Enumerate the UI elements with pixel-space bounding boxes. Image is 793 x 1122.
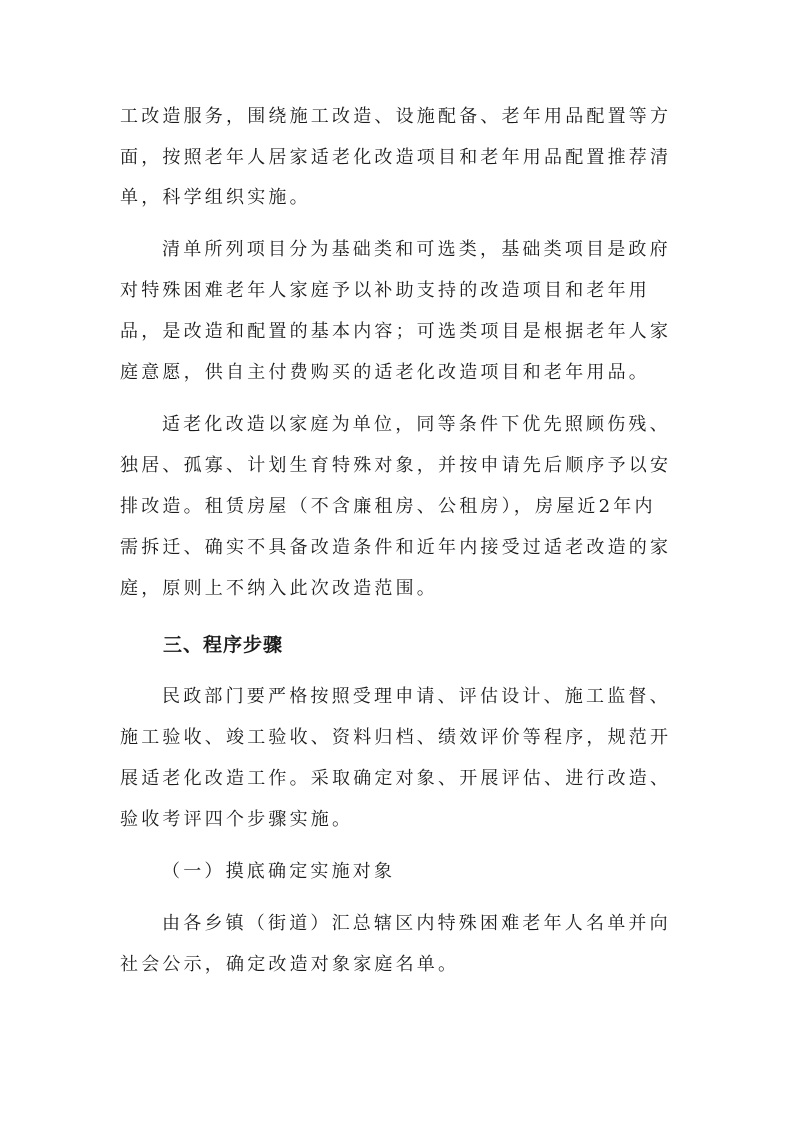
text-line: 由各乡镇（街道）汇总辖区内特殊困难老年人名单并向: [162, 913, 671, 934]
text-line: 面，按照老年人居家适老化改造项目和老年用品配置推荐清: [120, 147, 672, 168]
text-line: 工改造服务，围绕施工改造、设施配备、老年用品配置等方: [120, 106, 672, 127]
text-line: 施工验收、竣工验收、资料归档、绩效评价等程序，规范开: [120, 727, 672, 748]
text-line: 社会公示，确定改造对象家庭名单。: [120, 954, 460, 975]
text-line: 对特殊困难老年人家庭予以补助支持的改造项目和老年用: [120, 280, 650, 301]
text-line: 验收考评四个步骤实施。: [120, 809, 354, 830]
text-line: 需拆迁、确实不具备改造条件和近年内接受过适老改造的家: [120, 537, 672, 558]
text-line: 展适老化改造工作。采取确定对象、开展评估、进行改造、: [120, 768, 672, 789]
text-line: 清单所列项目分为基础类和可选类，基础类项目是政府: [162, 239, 671, 260]
text-line: 品，是改造和配置的基本内容；可选类项目是根据老年人家: [120, 321, 672, 342]
text-line: 独居、孤寡、计划生育特殊对象，并按申请先后顺序予以安: [120, 455, 672, 476]
section-heading: 三、程序步骤: [163, 634, 284, 656]
text-line: 单，科学组织实施。: [120, 187, 311, 208]
text-line: 庭意愿，供自主付费购买的适老化改造项目和老年用品。: [120, 362, 650, 383]
text-line: 庭，原则上不纳入此次改造范围。: [120, 578, 438, 599]
subsection-heading: （一）摸底确定实施对象: [162, 861, 396, 882]
text-line: 民政部门要严格按照受理申请、评估设计、施工监督、: [162, 686, 671, 707]
text-line: 适老化改造以家庭为单位，同等条件下优先照顾伤残、: [162, 414, 671, 435]
text-line: 排改造。租赁房屋（不含廉租房、公租房），房屋近2年内: [120, 496, 656, 517]
